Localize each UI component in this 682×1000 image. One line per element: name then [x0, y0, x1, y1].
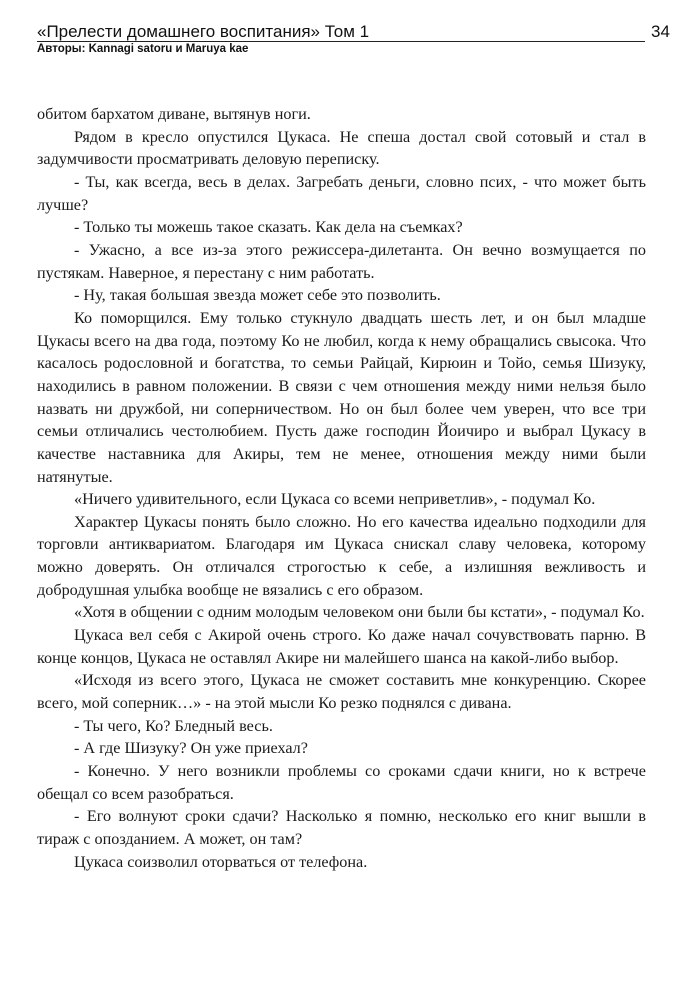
paragraph: Цукаса вел себя с Акирой очень строго. Ко даже начал сочувствовать парню. В конце концов, Цукаса не оставлял Акире ни малейшего шанса на какой-либо выбор. — [37, 626, 646, 667]
paragraph: - Ну, такая большая звезда может себе это позволить. — [74, 286, 441, 305]
paragraph: Характер Цукасы понять было сложно. Но его качества идеально подходили для торговли антиквариатом. Благодаря им Цукаса снискал славу человека, которому можно доверять. Он отличался строгостью к себе, а излишняя вежливость и добродушная улыбка вообще не вязались с его образом. — [37, 512, 646, 599]
authors-line: Авторы: Kannagi satoru и Maruya kae — [37, 43, 249, 55]
paragraph: - Только ты можешь такое сказать. Как дела на съемках? — [74, 218, 463, 237]
paragraph: обитом бархатом диване, вытянув ноги. — [37, 105, 311, 123]
paragraph: - Ужасно, а все из-за этого режиссера-дилетанта. Он вечно возмущается по пустякам. Наверное, я перестану с ним работать. — [37, 240, 646, 282]
page-header — [37, 22, 645, 56]
paragraph: Цукаса соизволил оторваться от телефона. — [74, 852, 368, 871]
text-body — [37, 103, 646, 873]
paragraph: «Хотя в общении с одним молодым человеком они были бы кстати», - подумал Ко. — [74, 603, 645, 622]
paragraph: - Ты чего, Ко? Бледный весь. — [74, 716, 273, 735]
paragraph: - А где Шизуку? Он уже приехал? — [74, 739, 308, 758]
paragraph: Ко поморщился. Ему только стукнуло двадцать шесть лет, и он был младше Цукасы всего на два года, поэтому Ко не любил, когда к нему обращались свысока. Что касалось родословной и богатства, то семьи Райцай, Кирюин и Тойо, семья Шизуку, находились в равном положении. В связи с чем отношения между ними нельзя было назвать ни дружбой, ни соперничеством. Но он был более чем уверен, что все три семьи отличались честолюбием. Пусть даже господин Йоичиро и выбрал Цукасу в качестве наставника для Акиры, тем не менее, отношения между ними были натянутые. — [37, 308, 646, 486]
paragraph: «Исходя из всего этого, Цукаса не сможет составить мне конкуренцию. Скорее всего, мой соперник…» - на этой мысли Ко резко поднялся с дивана. — [37, 671, 646, 713]
paragraph: - Конечно. У него возникли проблемы со сроками сдачи книги, но к встрече обещал со всем разобраться. — [37, 762, 646, 803]
paragraph: Рядом в кресло опустился Цукаса. Не спеша достал свой сотовый и стал в задумчивости просматривать деловую переписку. — [37, 127, 646, 169]
paragraph: - Его волнуют сроки сдачи? Насколько я помню, несколько его книг вышли в тираж с опозданием. А может, он там? — [37, 807, 646, 848]
paragraph: - Ты, как всегда, весь в делах. Загребать деньги, словно псих, - что может быть лучше? — [37, 172, 646, 214]
book-title: «Прелести домашнего воспитания» Том 1 — [37, 22, 370, 41]
paragraph: «Ничего удивительного, если Цукаса со всеми неприветлив», - подумал Ко. — [74, 490, 596, 509]
page-number: 34 — [651, 22, 670, 41]
